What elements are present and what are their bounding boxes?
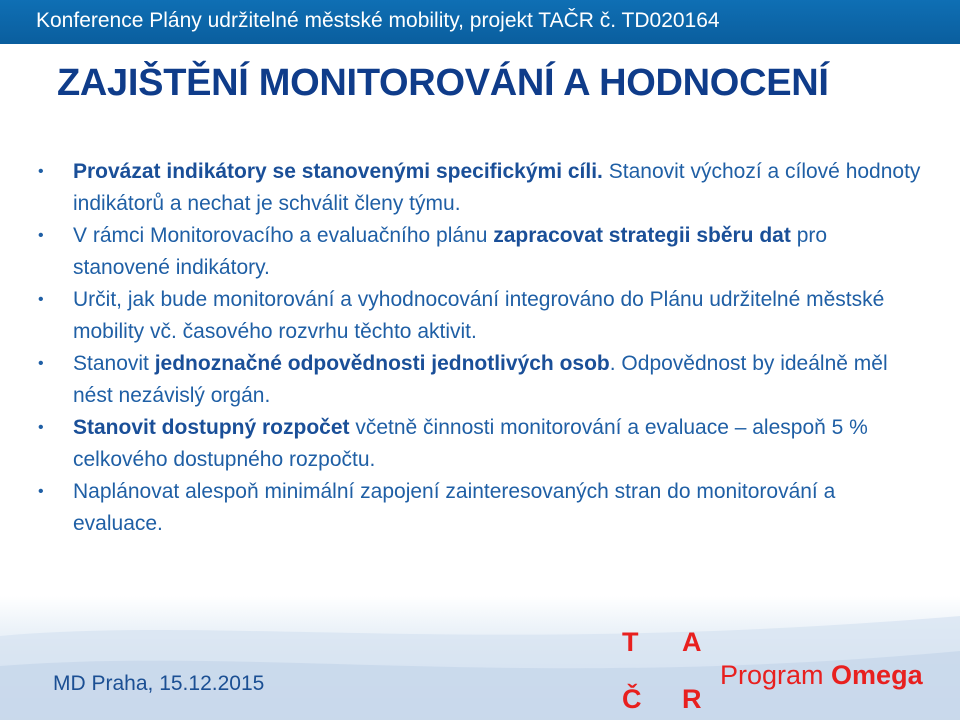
bullet-text-bold: jednoznačné odpovědnosti jednotlivých osob — [154, 352, 610, 375]
bullet-text-bold: Stanovit dostupný rozpočet — [73, 416, 350, 439]
tacr-logo-letter-r: R — [682, 684, 702, 714]
bullet-dot-icon: • — [38, 227, 44, 244]
bullet-text: Naplánovat alespoň minimální zapojení zainteresovaných stran do monitorování a evaluace. — [73, 480, 836, 535]
bullet-text: Stanovit — [73, 352, 155, 375]
bullet-dot-icon: • — [38, 419, 44, 436]
program-label: Program — [720, 660, 824, 690]
bullet-list — [38, 156, 928, 540]
slide-title: ZAJIŠTĚNÍ MONITOROVÁNÍ A HODNOCENÍ — [57, 62, 829, 104]
bullet-item — [38, 284, 928, 348]
bullet-dot-icon: • — [38, 355, 44, 372]
bullet-text: pro stanovené indikátory. — [73, 224, 828, 279]
bullet-dot-icon: • — [38, 291, 44, 308]
footer-swoosh — [0, 596, 960, 720]
bullet-text: včetně činnosti monitorování a evaluace – alespoň 5 % celkového dostupného rozpočtu. — [73, 416, 868, 471]
bullet-text-bold: Provázat indikátory se stanovenými specifickými cíli. — [73, 160, 603, 183]
bullet-dot-icon: • — [38, 163, 44, 180]
program-name: Omega — [831, 660, 923, 690]
bullet-text: V rámci Monitorovacího a evaluačního plánu — [73, 224, 494, 247]
bullet-text: . Odpovědnost by ideálně měl nést nezávislý orgán. — [73, 352, 888, 407]
header-band — [0, 0, 960, 44]
bullet-item — [38, 156, 928, 220]
tacr-logo-letter-t: T — [622, 627, 639, 657]
bullet-item — [38, 412, 928, 476]
bullet-text: Určit, jak bude monitorování a vyhodnocování integrováno do Plánu udržitelné městské mobility vč. časového rozvrhu těchto aktivit. — [73, 288, 885, 343]
bullet-text-bold: zapracovat strategii sběru dat — [493, 224, 791, 247]
program-omega-logo — [720, 660, 923, 691]
tacr-logo-letter-c: Č — [622, 684, 642, 714]
tacr-logo-letter-a: A — [682, 627, 702, 657]
bullet-item — [38, 476, 928, 540]
bullet-text: Stanovit výchozí a cílové hodnoty indikátorů a nechat je schválit členy týmu. — [73, 160, 921, 215]
bullet-item — [38, 220, 928, 284]
bullet-item — [38, 348, 928, 412]
footer-date-location: MD Praha, 15.12.2015 — [53, 672, 265, 695]
bullet-dot-icon: • — [38, 483, 44, 500]
header-title: Konference Plány udržitelné městské mobility, projekt TAČR č. TD020164 — [36, 9, 720, 32]
